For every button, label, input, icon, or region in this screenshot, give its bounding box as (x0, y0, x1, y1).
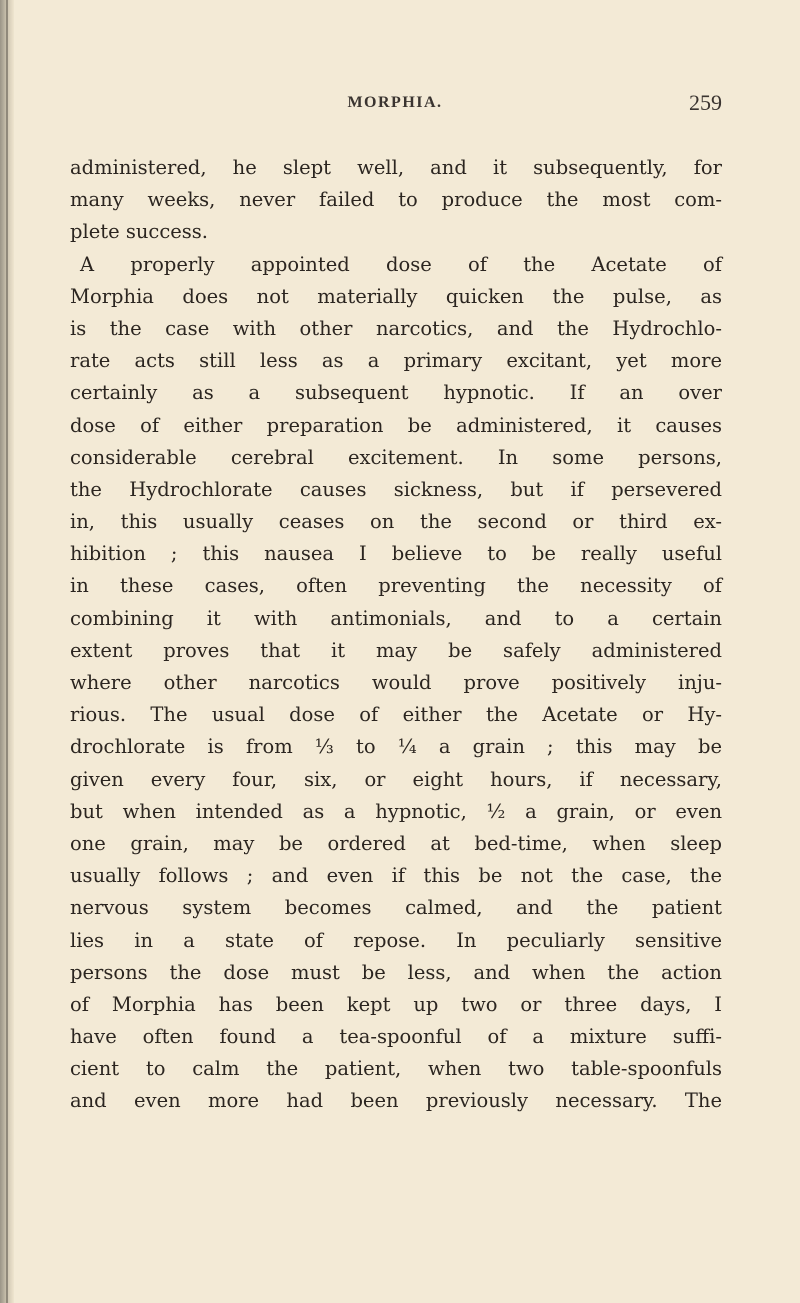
text-line: is the case with other narcotics, and the Hydrochlo- (70, 316, 722, 340)
text-line: considerable cerebral excitement. In some persons, (70, 445, 722, 469)
text-line: one grain, may be ordered at bed-time, when sleep (70, 831, 722, 855)
text-line: in, this usually ceases on the second or third ex- (70, 510, 722, 534)
text-line: but when intended as a hypnotic, ½ a grain, or even (70, 799, 722, 823)
text-line: A properly appointed dose of the Acetate of (80, 252, 722, 276)
page-binding-line (6, 0, 8, 1303)
text-line: hibition ; this nausea I believe to be really useful (70, 542, 722, 566)
text-line: many weeks, never failed to produce the most com- (70, 188, 722, 212)
text-line: drochlorate is from ⅓ to ¼ a grain ; this may be (70, 735, 722, 759)
text-line: in these cases, often preventing the necessity of (70, 574, 722, 598)
text-line: the Hydrochlorate causes sickness, but if persevered (70, 477, 722, 501)
text-line: plete success. (70, 220, 208, 244)
text-line: combining it with antimonials, and to a certain (70, 606, 722, 630)
running-head: MORPHIA. (347, 94, 443, 111)
text-line: rious. The usual dose of either the Acetate or Hy- (70, 703, 722, 727)
text-line: administered, he slept well, and it subsequently, for (70, 156, 722, 179)
text-line: rate acts still less as a primary excitant, yet more (70, 349, 722, 373)
text-line: Morphia does not materially quicken the pulse, as (70, 284, 722, 308)
text-line: lies in a state of repose. In peculiarly sensitive (70, 928, 722, 952)
text-line: and even more had been previously necessary. The (70, 1089, 722, 1113)
text-line: of Morphia has been kept up two or three days, I (70, 992, 722, 1016)
page-number: 259 (689, 90, 722, 115)
text-line: persons the dose must be less, and when the action (70, 960, 722, 984)
text-line: extent proves that it may be safely administered (70, 638, 722, 662)
text-line: given every four, six, or eight hours, if necessary, (70, 767, 722, 791)
text-line: usually follows ; and even if this be not the case, the (70, 864, 722, 888)
body-text (70, 152, 722, 1118)
text-line: dose of either preparation be administered, it causes (70, 413, 722, 437)
text-line: cient to calm the patient, when two table-spoonfuls (70, 1057, 722, 1081)
text-line: certainly as a subsequent hypnotic. If an over (70, 381, 722, 405)
text-line: nervous system becomes calmed, and the patient (70, 896, 722, 920)
text-line: where other narcotics would prove positively inju- (70, 671, 722, 694)
text-line: have often found a tea-spoonful of a mixture suffi- (70, 1025, 722, 1049)
page-header (68, 90, 722, 120)
